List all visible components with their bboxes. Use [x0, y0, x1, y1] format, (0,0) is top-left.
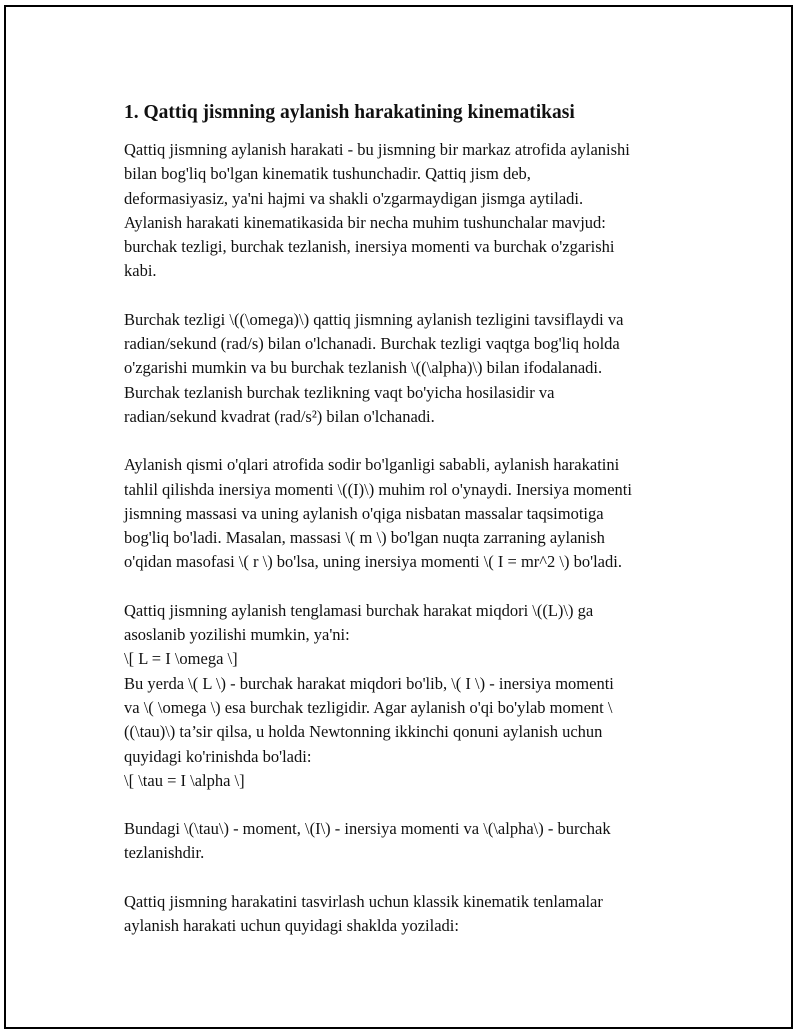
text-line: radian/sekund (rad/s) bilan o'lchanadi. Burchak tezligi vaqtga bog'liq holda — [124, 334, 620, 354]
text-line: asoslanib yozilishi mumkin, ya'ni: — [124, 625, 350, 645]
text-line: Qattiq jismning aylanish harakati - bu jismning bir markaz atrofida aylanishi — [124, 140, 630, 159]
text-line: bog'liq bo'ladi. Masalan, massasi \( m \) bo'lgan nuqta zarraning aylanish — [124, 528, 605, 548]
text-line: kabi. — [124, 261, 157, 281]
paragraph — [124, 453, 704, 574]
paragraph — [124, 138, 704, 284]
text-line: radian/sekund kvadrat (rad/s²) bilan o'lchanadi. — [124, 406, 435, 426]
text-line: Burchak tezlanish burchak tezlikning vaqt bo'yicha hosilasidir va — [124, 382, 555, 402]
text-line: bilan bog'liq bo'lgan kinematik tushunchadir. Qattiq jism deb, — [124, 164, 531, 184]
text-line: tahlil qilishda inersiya momenti \((I)\) muhim rol o'ynaydi. Inersiya momenti — [124, 479, 632, 499]
text-line: Qattiq jismning harakatini tasvirlash uchun klassik kinematik tenlamalar — [124, 891, 603, 911]
text-line: va \( \omega \) esa burchak tezligidir. Agar aylanish o'qi bo'ylab moment \ — [124, 697, 613, 717]
text-line: Bundagi \(\tau\) - moment, \(I\) - inersiya momenti va \(\alpha\) - burchak — [124, 819, 611, 839]
text-line: Bu yerda \( L \) - burchak harakat miqdori bo'lib, \( I \) - inersiya momenti — [124, 673, 614, 693]
text-line: aylanish harakati uchun quyidagi shaklda yoziladi: — [124, 916, 459, 936]
text-line: o'qidan masofasi \( r \) bo'lsa, uning inersiya momenti \( I = mr^2 \) bo'ladi. — [124, 552, 622, 572]
text-line: \[ \tau = I \alpha \] — [124, 770, 245, 790]
paragraph — [124, 308, 704, 429]
text-line: quyidagi ko'rinishda bo'ladi: — [124, 746, 312, 766]
text-line: jismning massasi va uning aylanish o'qiga nisbatan massalar taqsimotiga — [124, 503, 604, 523]
text-line: Qattiq jismning aylanish tenglamasi burchak harakat miqdori \((L)\) ga — [124, 600, 594, 620]
text-line: \[ L = I \omega \] — [124, 649, 238, 669]
text-line: Aylanish qismi o'qlari atrofida sodir bo'lganligi sababli, aylanish harakatini — [124, 455, 620, 475]
text-line: tezlanishdir. — [124, 843, 205, 863]
page-content — [124, 99, 704, 962]
section-heading: 1. Qattiq jismning aylanish harakatining kinematikasi — [124, 102, 575, 123]
text-line: burchak tezligi, burchak tezlanish, inersiya momenti va burchak o'zgarishi — [124, 237, 615, 257]
text-line: deformasiyasiz, ya'ni hajmi va shakli o'zgarmaydigan jismga aytiladi. — [124, 188, 584, 208]
document-body — [124, 138, 704, 938]
text-line: Burchak tezligi \((\omega)\) qattiq jismning aylanish tezligini tavsiflaydi va — [124, 309, 624, 329]
paragraph — [124, 599, 704, 793]
paragraph — [124, 890, 704, 939]
paragraph — [124, 817, 704, 866]
text-line: Aylanish harakati kinematikasida bir necha muhim tushunchalar mavjud: — [124, 212, 606, 232]
text-line: o'zgarishi mumkin va bu burchak tezlanish \((\alpha)\) bilan ifodalanadi. — [124, 358, 603, 378]
text-line: ((\tau)\) ta’sir qilsa, u holda Newtonning ikkinchi qonuni aylanish uchun — [124, 722, 603, 742]
document-page — [4, 5, 793, 1029]
